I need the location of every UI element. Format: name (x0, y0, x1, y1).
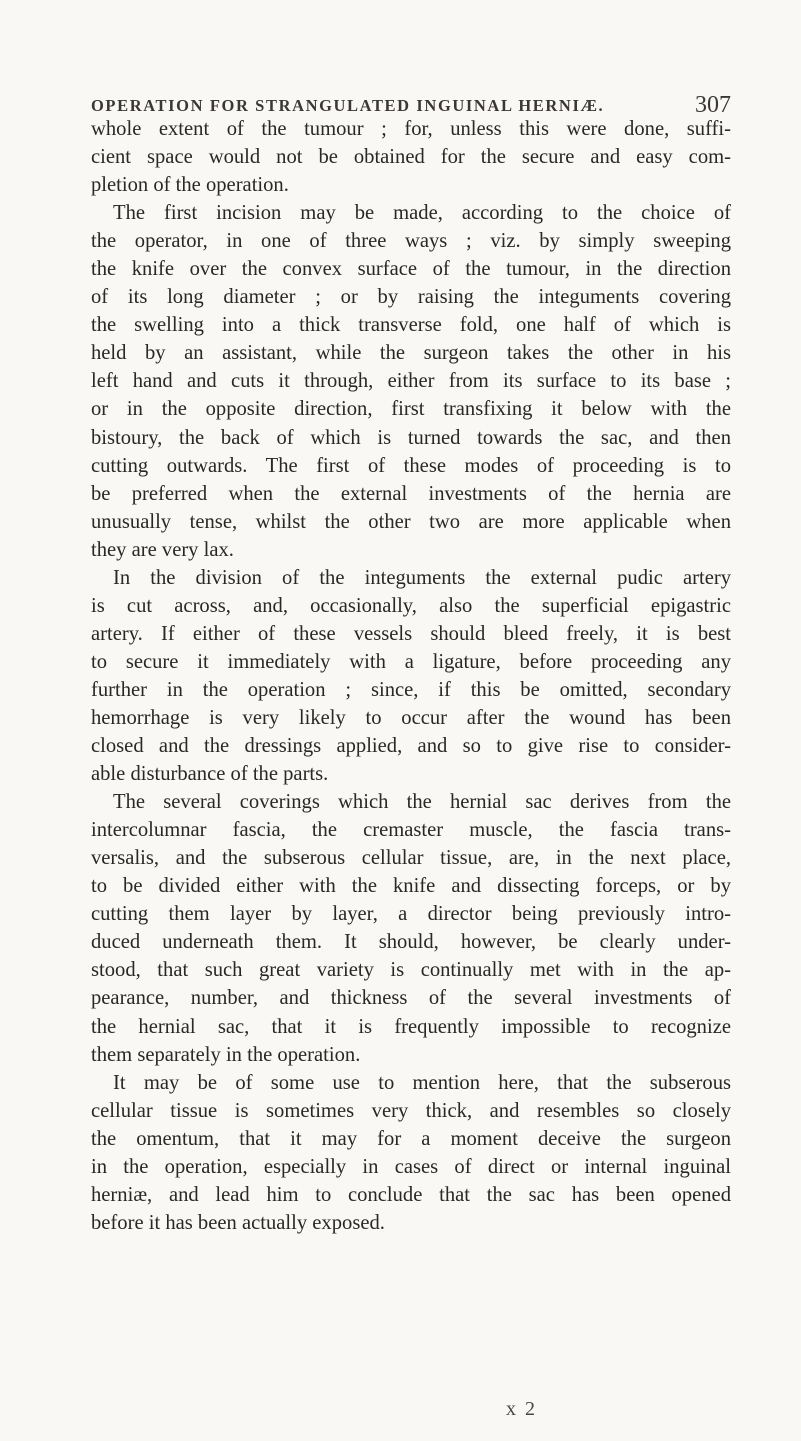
text-line: cient space would not be obtained for the secure and easy com- (91, 146, 731, 169)
text-line: of its long diameter ; or by raising the integuments covering (91, 286, 731, 309)
text-line: whole extent of the tumour ; for, unless this were done, suffi- (91, 118, 731, 140)
text-line: able disturbance of the parts. (91, 763, 329, 786)
text-line: The first incision may be made, according to the choice of (113, 202, 731, 225)
text-line: The several coverings which the hernial sac derives from the (113, 791, 731, 814)
text-line: they are very lax. (91, 538, 234, 561)
text-line: pearance, number, and thickness of the several investments of (91, 987, 731, 1010)
text-line: pletion of the operation. (91, 174, 289, 197)
text-line: or in the opposite direction, first transfixing it below with the (91, 398, 731, 421)
text-line: to secure it immediately with a ligature, before proceeding any (91, 650, 731, 673)
text-line: the swelling into a thick transverse fold, one half of which is (91, 314, 731, 337)
text-line: closed and the dressings applied, and so to give rise to consider- (91, 735, 731, 758)
text-line: It may be of some use to mention here, that the subserous (113, 1071, 731, 1094)
text-line: the operator, in one of three ways ; viz. by simply sweeping (91, 230, 731, 253)
signature-mark: x 2 (506, 1398, 537, 1420)
text-line: versalis, and the subserous cellular tissue, are, in the next place, (91, 847, 731, 870)
text-line: be preferred when the external investments of the hernia are (91, 482, 731, 505)
text-line: the omentum, that it may for a moment deceive the surgeon (91, 1127, 731, 1150)
text-line: cellular tissue is sometimes very thick, and resembles so closely (91, 1099, 731, 1122)
text-line: hemorrhage is very likely to occur after the wound has been (91, 706, 731, 729)
text-line: them separately in the operation. (91, 1043, 361, 1066)
text-line: to be divided either with the knife and dissecting forceps, or by (91, 875, 731, 898)
text-line: cutting them layer by layer, a director being previously intro- (91, 903, 731, 926)
text-line: unusually tense, whilst the other two are more applicable when (91, 510, 731, 533)
text-line: held by an assistant, while the surgeon takes the other in his (91, 342, 731, 365)
text-line: the knife over the convex surface of the tumour, in the direction (91, 258, 731, 281)
text-line: stood, that such great variety is continually met with in the ap- (91, 959, 731, 982)
text-line: in the operation, especially in cases of direct or internal inguinal (91, 1155, 731, 1178)
text-line: duced underneath them. It should, however, be clearly under- (91, 931, 731, 954)
page-number: 307 (695, 92, 731, 118)
text-line: the hernial sac, that it is frequently impossible to recognize (91, 1015, 731, 1038)
text-line: left hand and cuts it through, either from its surface to its base ; (91, 370, 731, 393)
running-title: OPERATION FOR STRANGULATED INGUINAL HERNIÆ. (91, 96, 605, 115)
text-line: herniæ, and lead him to conclude that the sac has been opened (91, 1183, 731, 1206)
text-line: is cut across, and, occasionally, also the superficial epigastric (91, 594, 731, 617)
text-line: cutting outwards. The first of these modes of proceeding is to (91, 454, 731, 477)
text-line: artery. If either of these vessels should bleed freely, it is best (91, 622, 731, 645)
text-line: bistoury, the back of which is turned towards the sac, and then (91, 426, 731, 449)
body-text (91, 115, 731, 1237)
text-line: before it has been actually exposed. (91, 1211, 385, 1234)
text-line: intercolumnar fascia, the cremaster muscle, the fascia trans- (91, 819, 731, 842)
text-line: In the division of the integuments the external pudic artery (113, 566, 731, 589)
text-line: further in the operation ; since, if this be omitted, secondary (91, 678, 731, 701)
